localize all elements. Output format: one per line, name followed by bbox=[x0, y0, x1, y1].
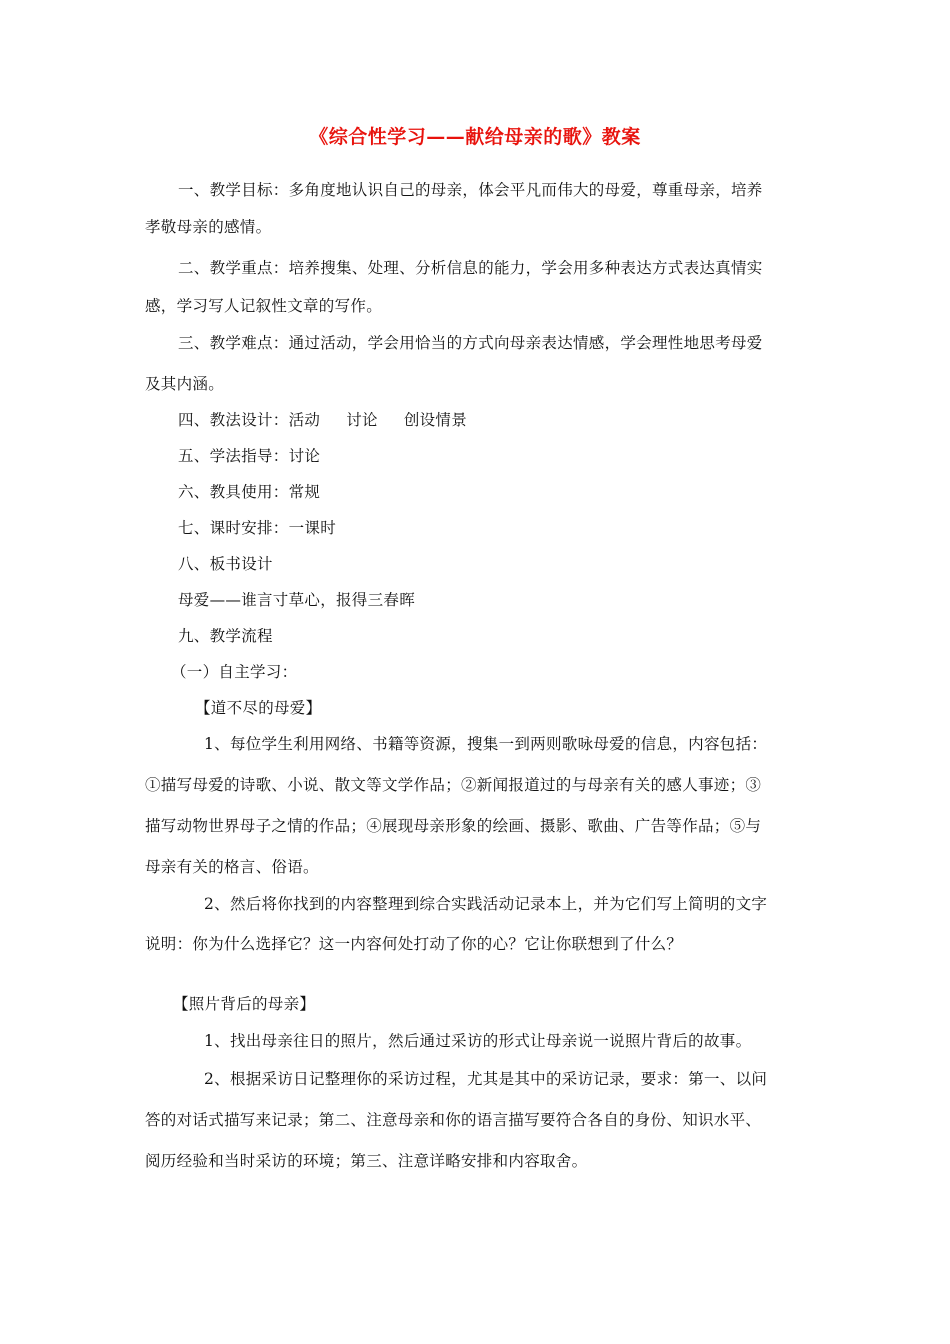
tools-line: 六、教具使用：常规 bbox=[178, 483, 321, 501]
schedule-line: 七、课时安排：一课时 bbox=[178, 519, 337, 537]
difficulty-line-2: 及其内涵。 bbox=[145, 375, 225, 393]
difficulty-line-1: 三、教学难点：通过活动，学会用恰当的方式向母亲表达情感，学会理性地思考母爱 bbox=[178, 334, 763, 352]
keypoint-line-2: 感，学习写人记叙性文章的写作。 bbox=[145, 297, 383, 315]
love-item-1-line-1: 1、每位学生利用网络、书籍等资源，搜集一到两则歌咏母爱的信息，内容包括： bbox=[204, 735, 768, 753]
love-item-1-line-2: ①描写母爱的诗歌、小说、散文等文学作品；②新闻报道过的与母亲有关的感人事迹；③ bbox=[145, 776, 762, 794]
doc-title: 《综合性学习——献给母亲的歌》教案 bbox=[309, 126, 641, 148]
process-heading: 九、教学流程 bbox=[178, 627, 273, 645]
photo-item-2-line-1: 2、根据采访日记整理你的采访过程，尤其是其中的采访记录，要求：第一、以问 bbox=[204, 1070, 768, 1088]
keypoint-line-1: 二、教学重点：培养搜集、处理、分析信息的能力，学会用多种表达方式表达真情实 bbox=[178, 259, 763, 277]
photo-item-1: 1、找出母亲往日的照片，然后通过采访的形式让母亲说一说照片背后的故事。 bbox=[204, 1032, 752, 1050]
study-guide-line: 五、学法指导：讨论 bbox=[178, 447, 321, 465]
love-item-2-line-1: 2、然后将你找到的内容整理到综合实践活动记录本上，并为它们写上简明的文字 bbox=[204, 895, 768, 913]
self-study-heading: （一）自主学习： bbox=[171, 663, 298, 681]
love-item-1-line-3: 描写动物世界母子之情的作品；④展现母亲形象的绘画、摄影、歌曲、广告等作品；⑤与 bbox=[145, 817, 762, 835]
objective-line-2: 孝敬母亲的感情。 bbox=[145, 218, 272, 236]
photo-item-2-line-3: 阅历经验和当时采访的环境；第三、注意详略安排和内容取舍。 bbox=[145, 1152, 588, 1170]
love-item-1-line-4: 母亲有关的格言、俗语。 bbox=[145, 858, 319, 876]
method-item-discussion: 讨论 bbox=[346, 411, 378, 429]
method-label: 四、教法设计：活动 bbox=[178, 411, 321, 429]
love-item-2-line-2: 说明：你为什么选择它？这一内容何处打动了你的心？它让你联想到了什么？ bbox=[145, 935, 683, 953]
objective-line-1: 一、教学目标：多角度地认识自己的母亲，体会平凡而伟大的母爱，尊重母亲，培养 bbox=[178, 181, 763, 199]
section-heading-love: 【道不尽的母爱】 bbox=[195, 699, 322, 717]
method-line bbox=[178, 408, 843, 430]
board-design-content: 母爱——谁言寸草心，报得三春晖 bbox=[178, 591, 416, 609]
photo-item-2-line-2: 答的对话式描写来记录；第二、注意母亲和你的语言描写要符合各自的身份、知识水平、 bbox=[145, 1111, 762, 1129]
method-item-scenario: 创设情景 bbox=[403, 411, 468, 429]
section-heading-photo: 【照片背后的母亲】 bbox=[173, 995, 316, 1013]
board-design-heading: 八、板书设计 bbox=[178, 555, 273, 573]
